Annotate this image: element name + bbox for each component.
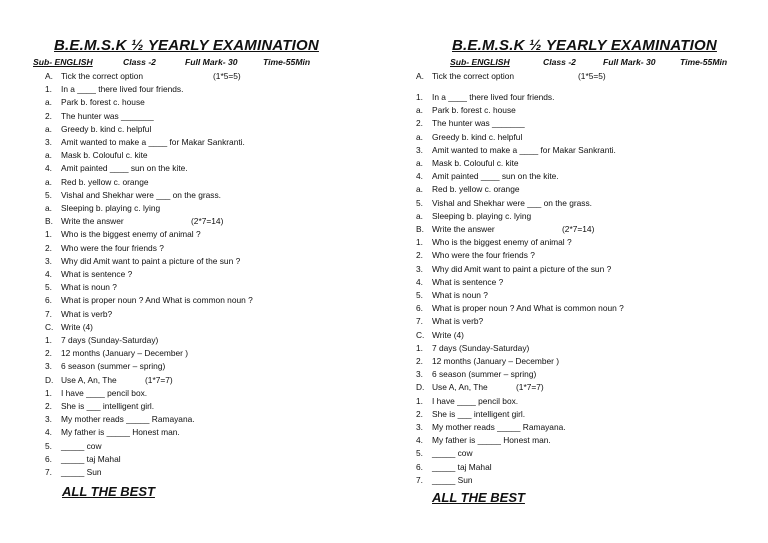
item-text: The hunter was _______ <box>61 110 154 121</box>
item-text: Write the answer <box>432 224 495 234</box>
item-number: 1. <box>416 237 423 248</box>
full-mark-label: Full Mark- 30 <box>603 57 656 67</box>
item-number: a. <box>45 203 52 213</box>
item-text: Sleeping b. playing c. lying <box>432 210 532 221</box>
item-number: 4. <box>45 163 52 174</box>
item-number: 2. <box>45 242 52 253</box>
item-text: 7 days (Sunday-Saturday) <box>61 335 159 345</box>
item-text: Amit painted ____ sun on the kite. <box>432 171 559 182</box>
item-number: a. <box>416 210 423 221</box>
closing-text: ALL THE BEST <box>432 490 525 505</box>
item-text: Greedy b. kind c. helpful <box>432 131 523 142</box>
item-number: a. <box>45 176 52 187</box>
item-text: What is proper noun ? And What is common noun ? <box>61 295 253 306</box>
item-text: 6 season (summer – spring) <box>432 369 537 380</box>
item-text: Write (4) <box>432 329 464 340</box>
item-text: Tick the correct option <box>61 71 144 81</box>
full-mark-label: Full Mark- 30 <box>185 57 238 67</box>
item-text: I have ____ pencil box. <box>432 395 519 406</box>
item-text: Why did Amit want to paint a picture of the sun ? <box>61 255 241 266</box>
item-number: 6. <box>45 295 52 306</box>
item-text: Who were the four friends ? <box>61 242 164 253</box>
item-number: 1. <box>416 92 423 102</box>
item-text: Who is the biggest enemy of animal ? <box>432 237 572 248</box>
item-text: What is sentence ? <box>432 276 504 287</box>
item-text: What is sentence ? <box>61 269 133 279</box>
item-number: a. <box>416 184 423 195</box>
item-number: 3. <box>416 422 423 432</box>
subject-label: Sub- ENGLISH <box>33 57 93 67</box>
item-number: B. <box>45 216 53 227</box>
right-exam-sheet <box>398 0 768 543</box>
item-number: 2. <box>45 110 52 121</box>
item-text: What is noun ? <box>61 282 117 293</box>
item-text: She is ___ intelligent girl. <box>432 408 526 419</box>
item-number: 1. <box>45 229 52 240</box>
item-text: My mother reads _____ Ramayana. <box>61 414 195 425</box>
item-text: _____ taj Mahal <box>61 453 121 464</box>
item-text: I have ____ pencil box. <box>61 387 148 398</box>
marks-label: (2*7=14) <box>562 224 595 234</box>
item-number: 4. <box>45 269 52 279</box>
item-number: 4. <box>416 171 423 182</box>
item-text: Sleeping b. playing c. lying <box>61 203 161 213</box>
item-text: _____ Sun <box>432 474 473 485</box>
item-number: 7. <box>45 467 52 477</box>
item-text: Park b. forest c. house <box>432 105 516 116</box>
item-number: C. <box>45 321 54 332</box>
item-text: 12 months (January – December ) <box>432 356 560 366</box>
exam-title: B.E.M.S.K ½ YEARLY EXAMINATION <box>452 37 717 54</box>
item-text: Vishal and Shekhar were ___ on the grass. <box>432 197 593 208</box>
item-number: 2. <box>45 348 52 359</box>
item-text: My mother reads _____ Ramayana. <box>432 422 566 432</box>
item-text: In a ____ there lived four friends. <box>432 92 555 102</box>
item-number: 5. <box>416 448 423 459</box>
item-text: Write (4) <box>61 321 93 332</box>
class-label: Class -2 <box>123 57 156 67</box>
exam-title: B.E.M.S.K ½ YEARLY EXAMINATION <box>54 37 319 54</box>
item-number: 3. <box>416 144 423 155</box>
item-number: 3. <box>45 137 52 147</box>
item-number: 2. <box>416 408 423 419</box>
item-number: a. <box>416 158 423 168</box>
time-label: Time-55Min <box>680 57 728 67</box>
item-number: 3. <box>45 414 52 425</box>
item-number: 1. <box>45 387 52 398</box>
item-number: 5. <box>45 440 52 451</box>
item-number: 5. <box>416 290 423 300</box>
item-number: a. <box>416 105 423 116</box>
item-text: _____ cow <box>432 448 473 459</box>
item-text: The hunter was _______ <box>432 118 525 129</box>
item-number: 5. <box>45 189 52 200</box>
item-text: Red b. yellow c. orange <box>61 176 149 187</box>
time-label: Time-55Min <box>263 57 311 67</box>
item-text: What is noun ? <box>432 290 488 300</box>
item-number: 6. <box>416 461 423 472</box>
item-number: C. <box>416 329 425 340</box>
item-text: What is proper noun ? And What is common noun ? <box>432 303 624 314</box>
item-text: My father is _____ Honest man. <box>61 427 180 438</box>
item-text: Tick the correct option <box>432 71 515 81</box>
item-number: 6. <box>416 303 423 314</box>
item-number: 3. <box>416 369 423 380</box>
item-text: 12 months (January – December ) <box>61 348 189 359</box>
item-text: She is ___ intelligent girl. <box>61 401 155 411</box>
item-text: Amit wanted to make a ____ for Makar Sankranti. <box>61 137 245 147</box>
marks-label: (1*5=5) <box>213 71 241 81</box>
item-number: a. <box>45 97 52 108</box>
item-number: 2. <box>416 118 423 129</box>
item-text: Mask b. Colouful c. kite <box>61 150 148 161</box>
class-label: Class -2 <box>543 57 576 67</box>
item-number: 3. <box>416 263 423 274</box>
item-number: 1. <box>45 84 52 95</box>
item-number: 7. <box>45 308 52 319</box>
item-number: 1. <box>416 395 423 406</box>
item-text: Who were the four friends ? <box>432 250 535 261</box>
item-text: What is verb? <box>432 316 484 327</box>
item-number: a. <box>45 123 52 134</box>
closing-text: ALL THE BEST <box>62 484 155 499</box>
left-exam-sheet <box>0 0 370 543</box>
item-text: Use A, An, The <box>61 374 117 385</box>
item-text: Greedy b. kind c. helpful <box>61 123 152 134</box>
item-number: 1. <box>45 335 52 345</box>
item-number: 6. <box>45 453 52 464</box>
item-number: a. <box>45 150 52 161</box>
item-text: _____ cow <box>61 440 102 451</box>
marks-label: (1*7=7) <box>516 382 544 393</box>
item-number: a. <box>416 131 423 142</box>
marks-label: (1*7=7) <box>145 374 173 385</box>
item-number: 4. <box>416 276 423 287</box>
item-text: My father is _____ Honest man. <box>432 435 551 446</box>
item-number: D. <box>416 382 425 393</box>
item-number: 4. <box>45 427 52 438</box>
item-number: 1. <box>416 342 423 353</box>
item-number: D. <box>45 374 54 385</box>
item-number: 5. <box>416 197 423 208</box>
item-text: Mask b. Colouful c. kite <box>432 158 519 168</box>
item-text: Use A, An, The <box>432 382 488 393</box>
item-number: 3. <box>45 255 52 266</box>
item-text: 6 season (summer – spring) <box>61 361 166 372</box>
item-text: In a ____ there lived four friends. <box>61 84 184 95</box>
item-number: 4. <box>416 435 423 446</box>
item-text: What is verb? <box>61 308 113 319</box>
item-text: Park b. forest c. house <box>61 97 145 108</box>
marks-label: (1*5=5) <box>578 71 606 81</box>
item-number: 7. <box>416 316 423 327</box>
item-number: 2. <box>416 356 423 366</box>
subject-label: Sub- ENGLISH <box>450 57 510 67</box>
item-text: _____ Sun <box>61 467 102 477</box>
marks-label: (2*7=14) <box>191 216 224 227</box>
item-text: Red b. yellow c. orange <box>432 184 520 195</box>
item-text: _____ taj Mahal <box>432 461 492 472</box>
item-text: Who is the biggest enemy of animal ? <box>61 229 201 240</box>
item-number: 2. <box>416 250 423 261</box>
item-number: 5. <box>45 282 52 293</box>
item-number: 2. <box>45 401 52 411</box>
item-text: Vishal and Shekhar were ___ on the grass. <box>61 189 222 200</box>
item-text: Amit painted ____ sun on the kite. <box>61 163 188 174</box>
item-text: 7 days (Sunday-Saturday) <box>432 342 530 353</box>
item-number: 7. <box>416 474 423 485</box>
item-number: B. <box>416 224 424 234</box>
item-text: Write the answer <box>61 216 124 227</box>
item-text: Amit wanted to make a ____ for Makar Sankranti. <box>432 144 616 155</box>
item-number: A. <box>45 71 53 81</box>
item-number: A. <box>416 71 424 81</box>
item-number: 3. <box>45 361 52 372</box>
item-text: Why did Amit want to paint a picture of the sun ? <box>432 263 612 274</box>
